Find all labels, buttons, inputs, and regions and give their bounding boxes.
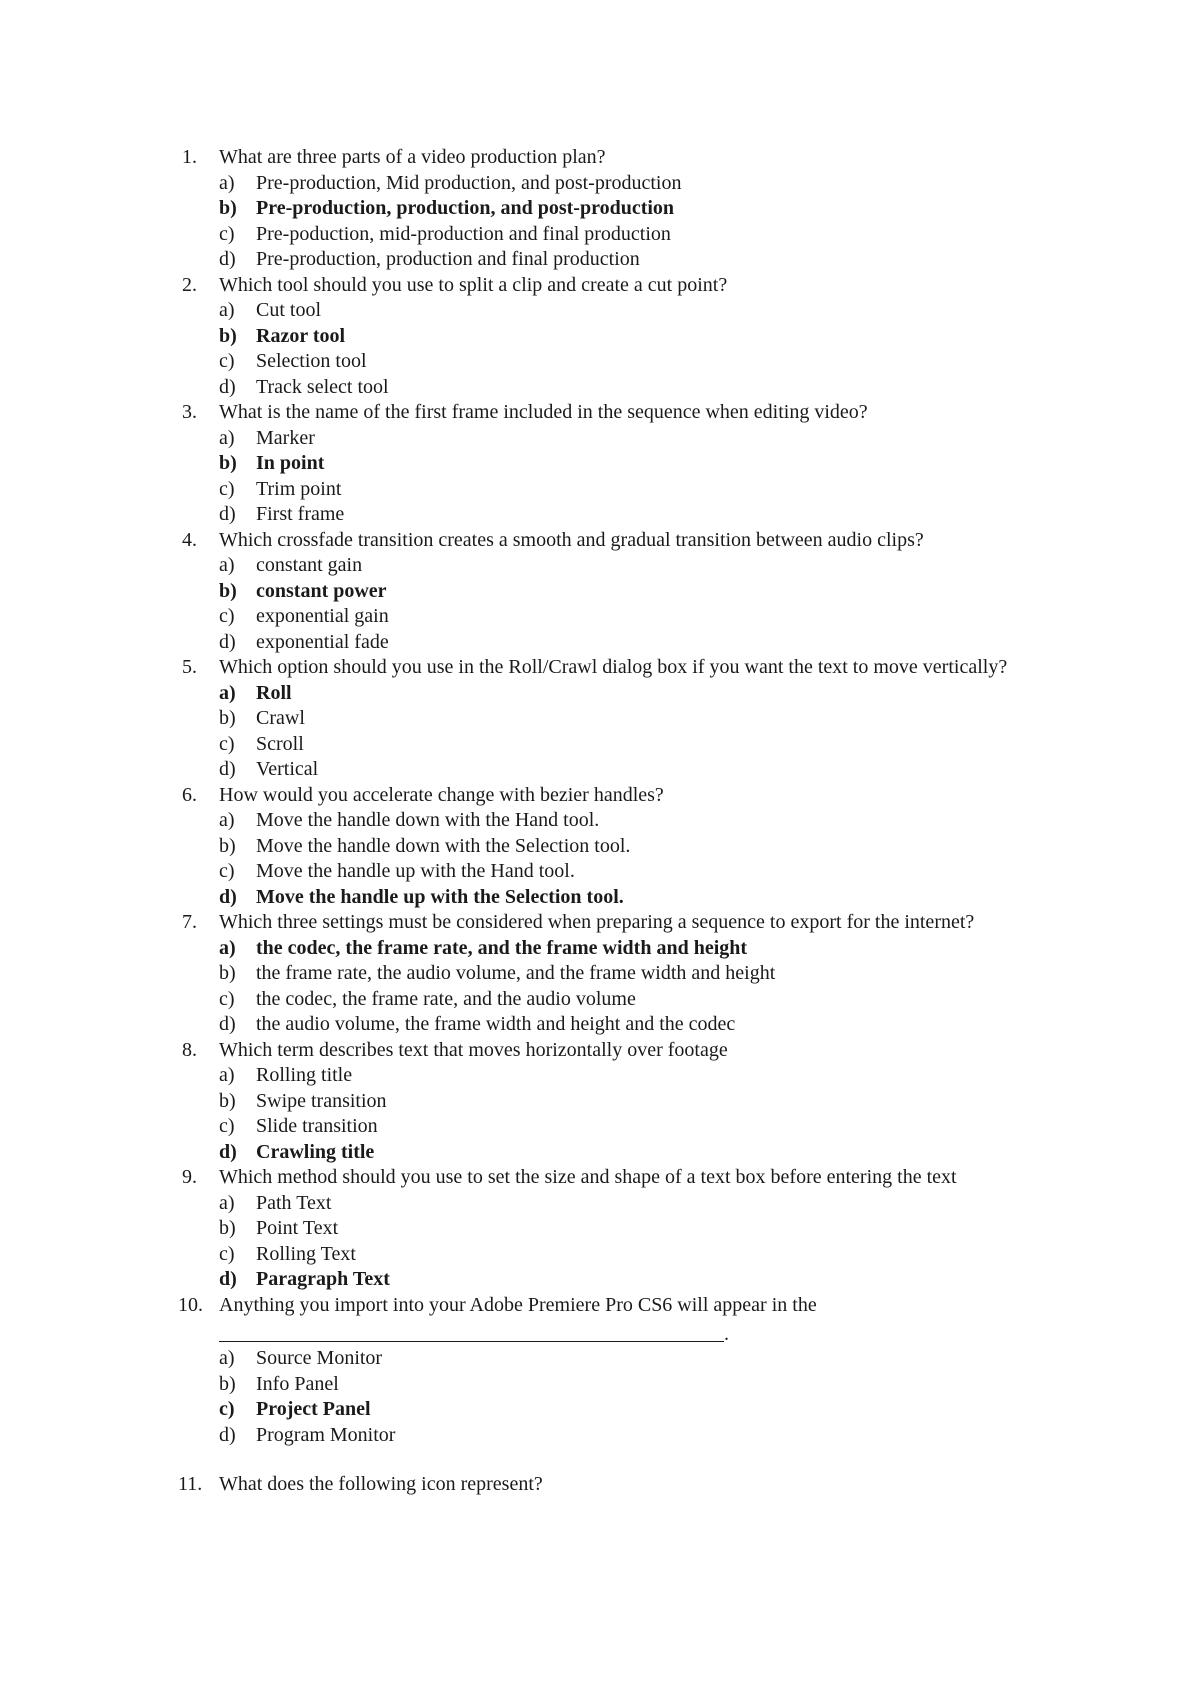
option-letter: c) [219,732,235,755]
answer-options [219,1063,1099,1165]
option-letter: c) [219,1242,235,1265]
answer-option [219,1012,1099,1038]
question-8 [0,1038,1099,1166]
question-number: 1. [182,146,197,168]
answer-option [219,706,1099,732]
option-text: the frame rate, the audio volume, and the frame width and height [256,962,776,984]
option-text: Roll [256,681,292,704]
answer-options [219,298,1099,400]
quiz-document [0,145,1200,1498]
question-4 [0,528,1099,656]
option-letter: b) [219,834,236,857]
option-text: First frame [256,503,345,525]
answer-option [219,808,1099,834]
option-letter: d) [219,630,236,653]
answer-option-correct [219,936,1099,962]
option-text: Rolling title [256,1064,353,1086]
option-text: Move the handle up with the Selection tool. [256,885,624,908]
option-letter: c) [219,222,235,245]
option-text: In point [256,452,325,474]
question-text: Which crossfade transition creates a smooth and gradual transition between audio clips? [219,528,924,551]
option-letter: c) [219,1398,235,1420]
answer-option [219,757,1099,783]
question-number: 4. [182,528,197,551]
answer-option [219,1089,1099,1115]
option-letter: a) [219,299,235,321]
option-letter: b) [219,324,237,347]
answer-options [219,553,1099,655]
option-text: Move the handle down with the Selection tool. [256,834,631,857]
option-letter: d) [219,1140,237,1163]
answer-option [219,298,1099,324]
answer-option [219,834,1099,860]
option-text: Vertical [256,758,319,780]
option-letter: a) [219,171,235,194]
answer-option-correct [219,196,1099,222]
answer-option [219,732,1099,758]
option-text: Paragraph Text [256,1268,390,1290]
option-text: Razor tool [256,324,346,347]
option-letter: d) [219,1013,236,1035]
option-text: the audio volume, the frame width and height and the codec [256,1013,736,1035]
option-letter: a) [219,1191,235,1214]
question-number: 10. [178,1293,203,1316]
option-letter: b) [219,1217,236,1239]
question-3 [0,400,1099,528]
option-text: exponential fade [256,630,389,653]
option-text: Point Text [256,1217,339,1239]
option-text: Cut tool [256,299,322,321]
option-text: the codec, the frame rate, and the audio volume [256,987,636,1010]
option-text: Move the handle down with the Hand tool. [256,809,600,831]
answer-options [219,681,1099,783]
option-text: Source Monitor [256,1347,383,1369]
answer-option [219,630,1099,656]
answer-option [219,222,1099,248]
question-10 [0,1293,1099,1449]
answer-option [219,859,1099,885]
question-text: Which tool should you use to split a clip and create a cut point? [219,273,728,296]
question-number: 11. [178,1473,203,1495]
answer-option [219,375,1099,401]
question-number: 9. [182,1166,197,1188]
option-text: Move the handle up with the Hand tool. [256,860,575,882]
option-letter: c) [219,1115,235,1137]
answer-option [219,477,1099,503]
answer-option [219,961,1099,987]
option-letter: a) [219,554,235,576]
option-letter: b) [219,452,237,474]
option-letter: d) [219,885,237,908]
question-text: Which method should you use to set the size and shape of a text box before entering the text [219,1166,957,1188]
question-5 [0,655,1099,783]
option-letter: d) [219,248,236,270]
option-letter: d) [219,1268,237,1290]
option-letter: b) [219,1089,236,1112]
answer-option [219,1372,1099,1398]
option-text: Crawl [256,707,305,729]
answer-option [219,1346,1099,1372]
answer-option-correct [219,579,1099,605]
answer-option [219,1216,1099,1242]
answer-option-correct [219,681,1099,707]
answer-option [219,1063,1099,1089]
option-letter: a) [219,426,235,449]
answer-option-correct [219,324,1099,350]
option-text: Track select tool [256,375,389,398]
answer-option [219,604,1099,630]
option-text: Path Text [256,1191,332,1214]
option-text: Pre-production, production, and post-production [256,197,675,219]
option-text: Pre-production, Mid production, and post-production [256,171,682,194]
option-letter: a) [219,1064,235,1086]
answer-option [219,1114,1099,1140]
question-number: 7. [182,911,197,933]
option-letter: d) [219,503,236,525]
option-letter: d) [219,758,236,780]
option-text: Swipe transition [256,1089,387,1112]
option-letter: b) [219,1372,236,1395]
option-letter: d) [219,1423,236,1446]
option-letter: a) [219,681,236,704]
option-letter: b) [219,197,237,219]
option-letter: a) [219,936,236,959]
question-text: What does the following icon represent? [219,1473,543,1495]
answer-option [219,426,1099,452]
question-1 [0,145,1099,273]
option-text: Slide transition [256,1115,378,1137]
option-text: Project Panel [256,1398,371,1420]
option-letter: c) [219,987,235,1010]
answer-option-correct [219,1397,1099,1423]
question-text: Which term describes text that moves horizontally over footage [219,1038,728,1061]
option-letter: b) [219,962,236,984]
question-number: 6. [182,783,197,806]
option-letter: c) [219,350,235,372]
blank-end-punctuation: . [724,1322,729,1345]
question-text: Which option should you use in the Roll/Crawl dialog box if you want the text to move vertically? [219,656,1008,678]
option-letter: b) [219,579,237,602]
answer-option-correct [219,1140,1099,1166]
fill-in-blank-line [219,1318,729,1345]
answer-options [219,426,1099,528]
option-letter: a) [219,1347,235,1369]
option-letter: c) [219,605,235,627]
option-text: Crawling title [256,1140,375,1163]
answer-options [219,1191,1099,1293]
answer-option [219,349,1099,375]
question-2 [0,273,1099,401]
option-letter: c) [219,477,235,500]
question-9 [0,1165,1099,1293]
option-letter: b) [219,707,236,729]
option-letter: a) [219,809,235,831]
option-text: Selection tool [256,350,367,372]
answer-options [219,1346,1099,1448]
answer-option [219,987,1099,1013]
option-text: Trim point [256,477,342,500]
option-text: Program Monitor [256,1423,396,1446]
answer-option [219,171,1099,197]
question-number: 2. [182,273,197,296]
option-letter: d) [219,375,236,398]
answer-option [219,553,1099,579]
question-number: 8. [182,1038,197,1061]
answer-option-correct [219,885,1099,911]
option-text: Marker [256,426,315,449]
question-text: What is the name of the first frame included in the sequence when editing video? [219,401,868,423]
option-text: Rolling Text [256,1242,356,1265]
option-text: the codec, the frame rate, and the frame width and height [256,936,748,959]
answer-options [219,936,1099,1038]
option-text: Info Panel [256,1372,339,1395]
question-text: Which three settings must be considered when preparing a sequence to export for the internet? [219,911,975,933]
answer-options [219,808,1099,910]
answer-option [219,1423,1099,1449]
question-number: 5. [182,656,197,678]
answer-option [219,1242,1099,1268]
question-text: What are three parts of a video production plan? [219,146,606,168]
option-text: constant gain [256,554,363,576]
answer-option-correct [219,1267,1099,1293]
question-text: How would you accelerate change with bezier handles? [219,783,664,806]
question-11 [0,1472,1099,1498]
option-text: Pre-poduction, mid-production and final production [256,222,671,245]
option-text: Pre-production, production and final production [256,248,640,270]
question-7 [0,910,1099,1038]
option-text: constant power [256,579,387,602]
answer-option-correct [219,451,1099,477]
question-text: Anything you import into your Adobe Premiere Pro CS6 will appear in the [219,1293,817,1316]
answer-option [219,1191,1099,1217]
option-letter: c) [219,860,235,882]
question-number: 3. [182,401,197,423]
option-text: exponential gain [256,605,389,627]
answer-option [219,247,1099,273]
answer-option [219,502,1099,528]
option-text: Scroll [256,732,304,755]
answer-options [219,171,1099,273]
question-6 [0,783,1099,911]
